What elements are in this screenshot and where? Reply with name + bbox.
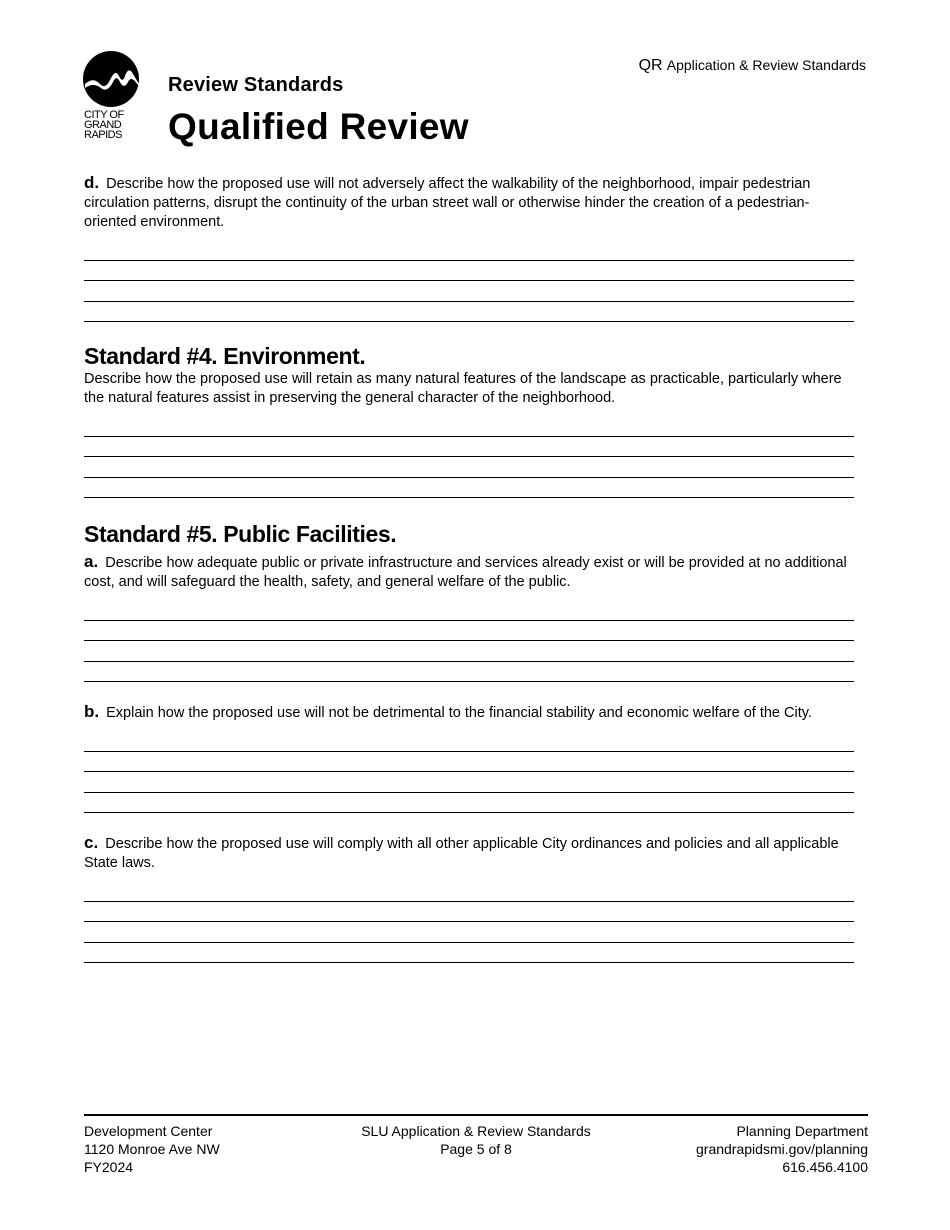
answer-line[interactable] (84, 662, 854, 683)
logo-text-line: CITY OF (84, 109, 124, 121)
question-5b (84, 702, 854, 723)
answer-line[interactable] (84, 922, 854, 943)
answer-line[interactable] (84, 416, 854, 437)
question-block-5a (84, 552, 854, 682)
answer-line[interactable] (84, 731, 854, 752)
question-letter: a. (84, 552, 99, 571)
answer-line[interactable] (84, 240, 854, 261)
question-std4: Describe how the proposed use will retain as many natural features of the landscape as practicable, particularly where the natural features assist in preserving the general character of the neighborhood. (84, 371, 842, 406)
document-subtitle: Review Standards (168, 74, 344, 96)
logo-text-line: RAPIDS (84, 129, 122, 141)
footer-fiscal-year: FY2024 (84, 1159, 134, 1175)
city-logo-text (82, 110, 140, 140)
answer-line[interactable] (84, 621, 854, 642)
city-logo-mark-icon (82, 50, 140, 108)
question-block-5c (84, 833, 854, 963)
answer-line[interactable] (84, 302, 854, 323)
answer-line[interactable] (84, 641, 854, 662)
answer-line[interactable] (84, 437, 854, 458)
question-letter: c. (84, 833, 99, 852)
footer-doc-name: SLU Application & Review Standards (361, 1123, 591, 1139)
form-content (84, 173, 854, 963)
city-logo (82, 50, 140, 140)
answer-line[interactable] (84, 457, 854, 478)
question-block-5b (84, 702, 854, 813)
answer-line[interactable] (84, 772, 854, 793)
answer-line[interactable] (84, 881, 854, 902)
answer-field-5a[interactable] (84, 600, 854, 682)
standard-4-block (84, 342, 854, 498)
question-letter: d. (84, 173, 100, 192)
question-d (84, 173, 854, 232)
answer-field-5b[interactable] (84, 731, 854, 813)
answer-line[interactable] (84, 600, 854, 621)
answer-line[interactable] (84, 478, 854, 499)
answer-line[interactable] (84, 752, 854, 773)
footer-page-number: Page 5 of 8 (440, 1141, 512, 1157)
logo-text-line: GRAND (84, 119, 122, 131)
footer-right (696, 1122, 868, 1176)
page-footer (84, 1114, 868, 1175)
question-text: Explain how the proposed use will not be detrimental to the financial stability and economic welfare of the City. (106, 705, 812, 721)
question-5a (84, 552, 854, 592)
answer-field-d[interactable] (84, 240, 854, 322)
question-5c (84, 833, 854, 873)
question-block-d (84, 173, 854, 322)
question-text: Describe how adequate public or private infrastructure and services already exist or will be provided at no additional cost, and will safeguard the health, safety, and general welfare of the public. (84, 555, 847, 590)
answer-line[interactable] (84, 793, 854, 814)
standard-4-heading: Standard #4. Environment. (84, 343, 366, 369)
footer-address: 1120 Monroe Ave NW (84, 1141, 220, 1157)
question-letter: b. (84, 702, 100, 721)
document-title: Qualified Review (168, 106, 469, 147)
header-doc-code: QR (638, 57, 663, 74)
footer-department: Planning Department (736, 1123, 868, 1139)
question-text: Describe how the proposed use will not adversely affect the walkability of the neighborhood, impair pedestrian circulation patterns, disrupt the continuity of the urban street wall or otherwise hinder the creation of a pedestrian-oriented environment. (84, 176, 811, 230)
footer-phone: 616.456.4100 (782, 1159, 868, 1175)
answer-field-5c[interactable] (84, 881, 854, 963)
footer-office: Development Center (84, 1123, 213, 1139)
answer-line[interactable] (84, 261, 854, 282)
answer-field-std4[interactable] (84, 416, 854, 498)
footer-website: grandrapidsmi.gov/planning (696, 1141, 868, 1157)
header-doc-title: Application & Review Standards (666, 57, 866, 73)
answer-line[interactable] (84, 943, 854, 964)
answer-line[interactable] (84, 902, 854, 923)
question-text: Describe how the proposed use will comply with all other applicable City ordinances and policies and all applicable State laws. (84, 836, 839, 871)
answer-line[interactable] (84, 281, 854, 302)
standard-5-heading: Standard #5. Public Facilities. (84, 521, 397, 547)
header-doc-label (639, 57, 866, 75)
